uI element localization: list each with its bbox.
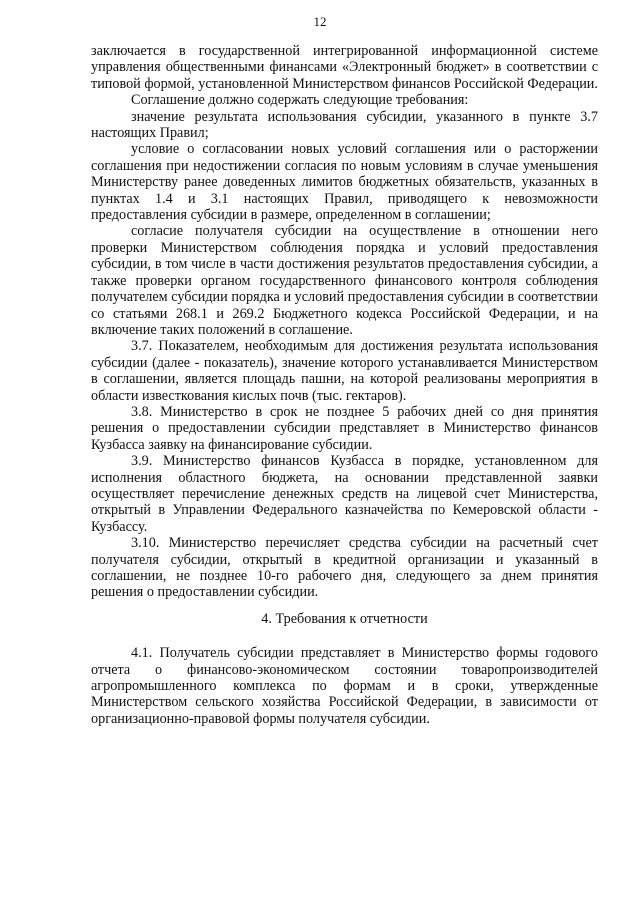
paragraph-new-conditions: условие о согласовании новых условий соглашения или о расторжении соглашения при недостижении согласия по новым условиям в случае уменьшения Министерству ранее доведенных лимитов бюджетных обязательств, указанных в пунктах 1.4 и 3.1 настоящих Правил, приводящего к невозможности предоставления субсидии в размере, определенном в соглашении; bbox=[91, 141, 598, 224]
document-body bbox=[91, 43, 598, 727]
paragraph-3-10: 3.10. Министерство перечисляет средства субсидии на расчетный счет получателя субсидии, открытый в кредитной организации и указанный в соглашении, не позднее 10-го рабочего дня, следующего за днем принятия решения о предоставлении субсидии. bbox=[91, 535, 598, 601]
paragraph-4-1: 4.1. Получатель субсидии представляет в Министерство формы годового отчета о финансово-экономическом состоянии товаропроизводителей агропромышленного комплекса по формам и в сроки, утвержденные Министерством сельского хозяйства Российской Федерации, в зависимости от организационно-правовой формы получателя субсидии. bbox=[91, 645, 598, 727]
page-number: 12 bbox=[313, 14, 327, 29]
paragraph-3-9: 3.9. Министерство финансов Кузбасса в порядке, установленном для исполнения областного бюджета, на основании представленной заявки осуществляет перечисление денежных средств на лицевой счет Министерства, открытый в Управлении Федерального казначейства по Кемеровской области - Кузбассу. bbox=[91, 453, 598, 535]
paragraph-inspection-consent: согласие получателя субсидии на осуществление в отношении него проверки Министерством соблюдения порядка и условий предоставления субсидии, в том числе в части достижения результатов предоставления субсидии, а также проверки органом государственного финансового контроля соблюдения получателем субсидии порядка и условий предоставления субсидии в соответствии со статьями 268.1 и 269.2 Бюджетного кодекса Российской Федерации, и на включение таких положений в соглашение. bbox=[91, 223, 598, 338]
paragraph-3-7: 3.7. Показателем, необходимым для достижения результата использования субсидии (далее - показатель), значение которого устанавливается Министерством в соглашении, является площадь пашни, на которой реализованы мероприятия в области известкования кислых почв (тыс. гектаров). bbox=[91, 338, 598, 404]
paragraph-3-8: 3.8. Министерство в срок не позднее 5 рабочих дней со дня принятия решения о предоставлении субсидии представляет в Министерство финансов Кузбасса заявку на финансирование субсидии. bbox=[91, 403, 598, 453]
paragraph-continuation: заключается в государственной интегрированной информационной системе управления общественными финансами «Электронный бюджет» в соответствии с типовой формой, установленной Министерством финансов Российской Федерации. bbox=[91, 43, 598, 92]
paragraph-agreement-requirements: Соглашение должно содержать следующие требования: bbox=[131, 92, 469, 109]
paragraph-result-value: значение результата использования субсидии, указанного в пункте 3.7 настоящих Правил; bbox=[91, 108, 598, 142]
section-heading: 4. Требования к отчетности bbox=[261, 610, 428, 627]
